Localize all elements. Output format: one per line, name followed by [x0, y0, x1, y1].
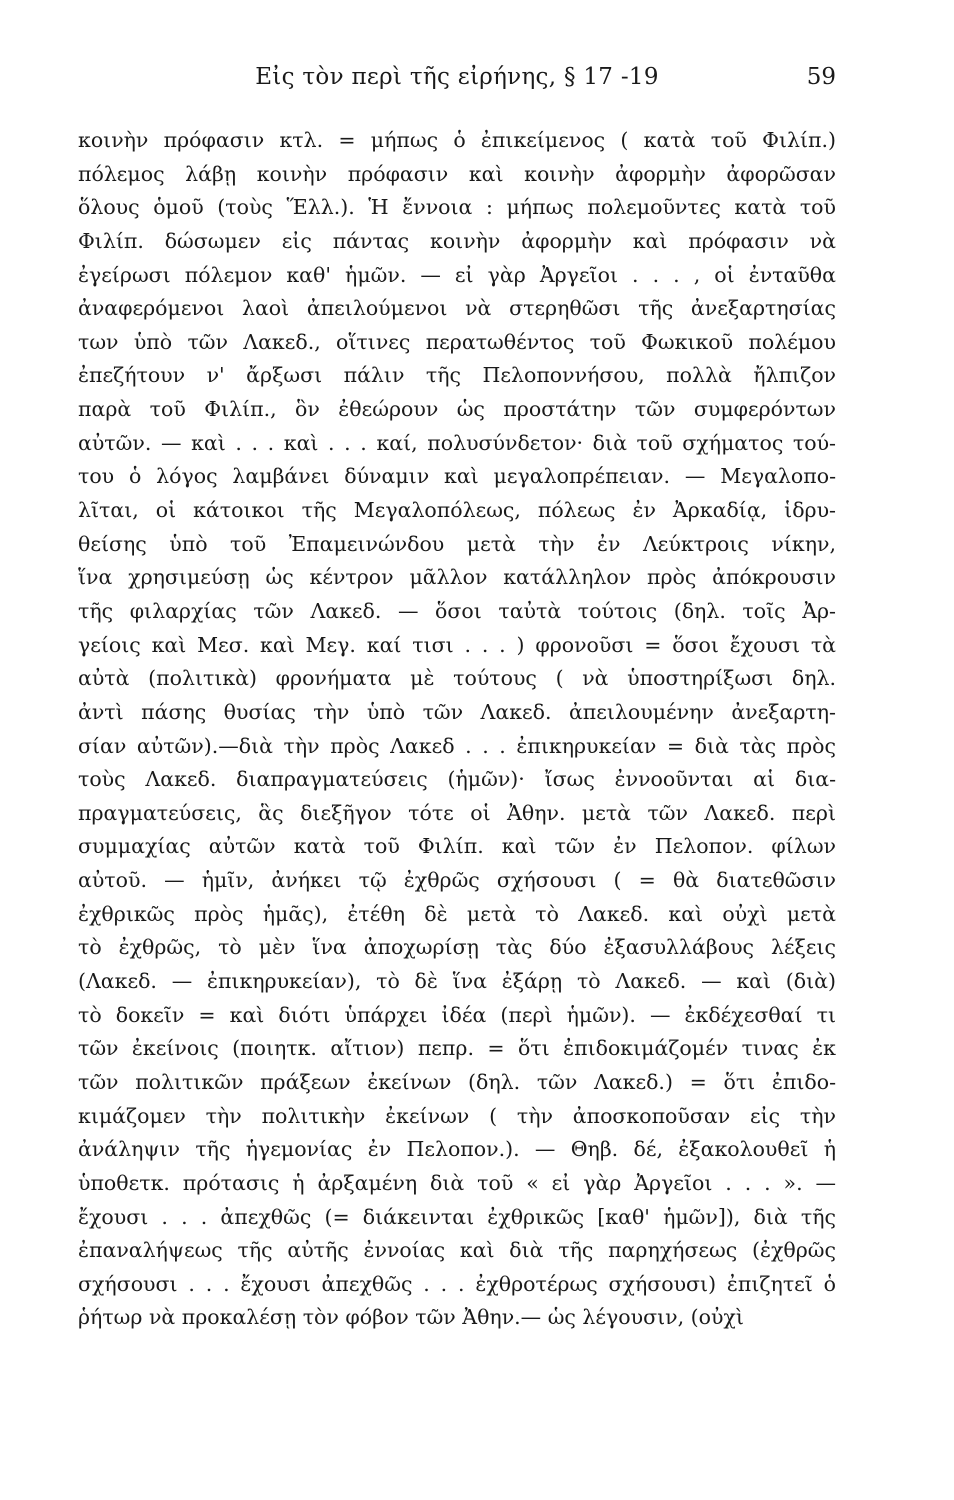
text-line: των ὑπὸ τῶν Λακεδ., οἵτινες περατωθέντος τοῦ Φωκικοῦ πολέμου: [78, 329, 836, 354]
text-line: γείοις καὶ Μεσ. καὶ Μεγ. καί τισι . . . ) φρονοῦσι = ὅσοι ἔχουσι τὰ: [78, 632, 836, 657]
running-header: [78, 64, 836, 100]
text-line: Φιλίπ. δώσωμεν εἰς πάντας κοινὴν ἀφορμὴν καὶ πρόφασιν νὰ: [78, 228, 836, 253]
text-line: του ὁ λόγος λαμβάνει δύναμιν καὶ μεγαλοπρέπειαν. — Μεγαλοπο-: [78, 464, 836, 489]
text-line: ἐπεζήτουν ν' ἄρξωσι πάλιν τῆς Πελοποννήσου, πολλὰ ἤλπιζον: [78, 363, 836, 388]
text-line: ὑποθετκ. πρότασις ἡ ἀρξαμένη διὰ τοῦ « εἰ γὰρ Ἀργεῖοι . . . ». —: [78, 1170, 836, 1195]
text-line: παρὰ τοῦ Φιλίπ., ὃν ἐθεώρουν ὡς προστάτην τῶν συμφερόντων: [78, 397, 836, 422]
text-line: ὅλους ὁμοῦ (τοὺς Ἕλλ.). Ἡ ἔννοια : μήπως πολεμοῦντες κατὰ τοῦ: [78, 195, 836, 220]
text-line: ἀναφερόμενοι λαοὶ ἀπειλούμενοι νὰ στερηθῶσι τῆς ἀνεξαρτησίας: [78, 296, 836, 321]
text-line: πραγματεύσεις, ἃς διεξῆγον τότε οἱ Ἀθην. μετὰ τῶν Λακεδ. περὶ: [78, 800, 836, 825]
header-title: Εἰς τὸν περὶ τῆς εἰρήνης, § 17 -19: [255, 64, 659, 90]
text-line: σχήσουσι . . . ἔχουσι ἀπεχθῶς . . . ἐχθροτέρως σχήσουσι) ἐπιζητεῖ ὁ: [78, 1271, 836, 1296]
text-line: ἔχουσι . . . ἀπεχθῶς (= διάκεινται ἐχθρικῶς [καθ' ἡμῶν]), διὰ τῆς: [78, 1204, 836, 1229]
text-line: ἐπαναλήψεως τῆς αὐτῆς ἐννοίας καὶ διὰ τῆς παρηχήσεως (ἐχθρῶς: [78, 1238, 836, 1263]
text-line: σίαν αὐτῶν).—διὰ τὴν πρὸς Λακεδ . . . ἐπικηρυκείαν = διὰ τὰς πρὸς: [78, 733, 836, 758]
text-line: τοὺς Λακεδ. διαπραγματεύσεις (ἡμῶν)· ἴσως ἐννοοῦνται αἱ δια-: [78, 767, 836, 792]
text-line: τῶν ἐκείνοις (ποιητκ. αἴτιον) πεπρ. = ὅτι ἐπιδοκιμάζομέν τινας ἐκ: [78, 1036, 836, 1061]
text-line: κιμάζομεν τὴν πολιτικὴν ἐκείνων ( τὴν ἀποσκοποῦσαν εἰς τὴν: [78, 1103, 836, 1128]
text-line: (Λακεδ. — ἐπικηρυκείαν), τὸ δὲ ἵνα ἐξάρῃ τὸ Λακεδ. — καὶ (διὰ): [78, 969, 836, 994]
text-line: θείσης ὑπὸ τοῦ Ἐπαμεινώνδου μετὰ τὴν ἐν Λεύκτροις νίκην,: [78, 531, 836, 556]
text-line: ἵνα χρησιμεύσῃ ὡς κέντρον μᾶλλον κατάλληλον πρὸς ἀπόκρουσιν: [78, 565, 836, 590]
text-line: τῆς φιλαρχίας τῶν Λακεδ. — ὅσοι ταὐτὰ τούτοις (δηλ. τοῖς Ἀρ-: [78, 598, 836, 623]
page-number: 59: [806, 64, 836, 90]
body-text: [78, 124, 836, 1335]
text-line: τὸ ἐχθρῶς, τὸ μὲν ἵνα ἀποχωρίσῃ τὰς δύο ἐξασυλλάβους λέξεις: [78, 935, 836, 960]
text-line: ἀνάληψιν τῆς ἡγεμονίας ἐν Πελοπον.). — Θηβ. δέ, ἐξακολουθεῖ ἡ: [78, 1137, 836, 1162]
text-line: λῖται, οἱ κάτοικοι τῆς Μεγαλοπόλεως, πόλεως ἐν Ἀρκαδίᾳ, ἱδρυ-: [78, 498, 836, 523]
text-line: ἐχθρικῶς πρὸς ἡμᾶς), ἐτέθη δὲ μετὰ τὸ Λακεδ. καὶ οὐχὶ μετὰ: [78, 901, 836, 926]
text-line: συμμαχίας αὐτῶν κατὰ τοῦ Φιλίπ. καὶ τῶν ἐν Πελοπον. φίλων: [78, 834, 836, 859]
text-line: κοινὴν πρόφασιν κτλ. = μήπως ὁ ἐπικείμενος ( κατὰ τοῦ Φιλίπ.): [78, 128, 836, 152]
text-line: ἐγείρωσι πόλεμον καθ' ἡμῶν. — εἰ γὰρ Ἀργεῖοι . . . , οἱ ἐνταῦθα: [78, 262, 836, 287]
text-line: αὐτὰ (πολιτικὰ) φρονήματα μὲ τούτους ( νὰ ὑποστηρίξωσι δηλ.: [78, 666, 836, 691]
text-line: αὐτοῦ. — ἡμῖν, ἀνήκει τῷ ἐχθρῶς σχήσουσι ( = θὰ διατεθῶσιν: [78, 868, 836, 893]
text-line: τὸ δοκεῖν = καὶ διότι ὑπάρχει ἰδέα (περὶ ἡμῶν). — ἐκδέχεσθαί τι: [78, 1002, 836, 1027]
text-line: ῥήτωρ νὰ προκαλέσῃ τὸν φόβον τῶν Ἀθην.— ὡς λέγουσιν, (οὐχὶ: [78, 1305, 744, 1330]
text-line: τῶν πολιτικῶν πράξεων ἐκείνων (δηλ. τῶν Λακεδ.) = ὅτι ἐπιδο-: [78, 1069, 836, 1094]
text-line: ἀντὶ πάσης θυσίας τὴν ὑπὸ τῶν Λακεδ. ἀπειλουμένην ἀνεξαρτη-: [78, 699, 836, 724]
text-line: πόλεμος λάβῃ κοινὴν πρόφασιν καὶ κοινὴν ἀφορμὴν ἀφορῶσαν: [78, 161, 836, 186]
text-line: αὐτῶν. — καὶ . . . καὶ . . . καί, πολυσύνδετον· διὰ τοῦ σχήματος τού-: [78, 430, 836, 455]
